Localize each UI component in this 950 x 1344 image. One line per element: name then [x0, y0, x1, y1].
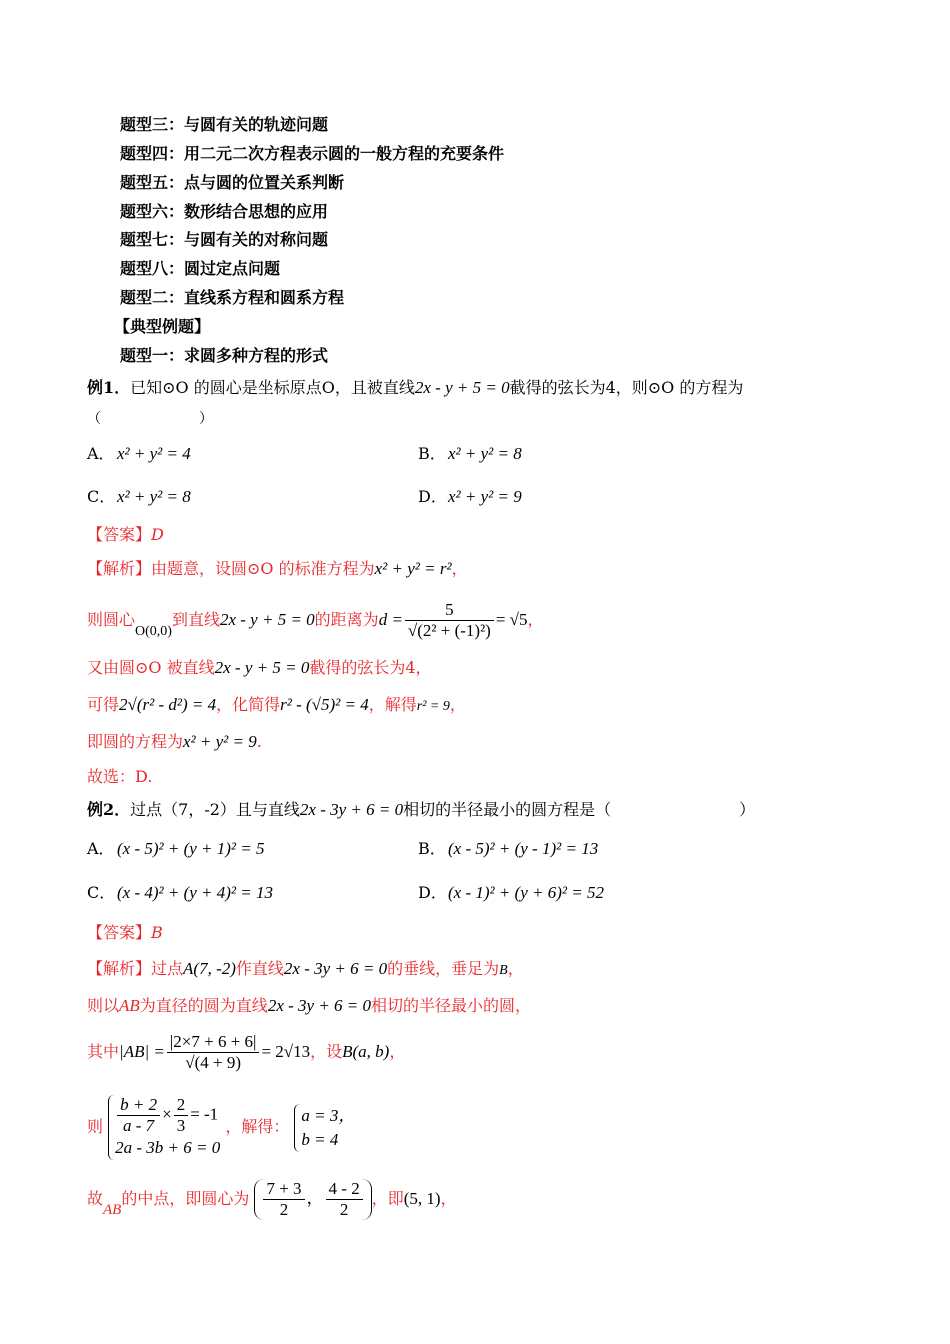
ex2-solution-system: a = 3， b = 4 — [294, 1104, 355, 1152]
ex1-option-c: C． x² + y² = 8 — [87, 487, 191, 506]
ex2-option-b: B． (x - 5)² + (y - 1)² = 13 — [418, 839, 599, 858]
ex2-option-a: A． (x - 5)² + (y + 1)² = 5 — [87, 839, 265, 858]
ex2-stem: 例2．过点（7，-2）且与直线2x - 3y + 6 = 0相切的半径最小的圆方程是（ ） — [87, 800, 756, 819]
toc-item-7: 题型八：圆过定点问题 — [120, 259, 281, 278]
ex2-option-d: D．(x - 1)² + (y + 6)² = 52 — [418, 883, 605, 902]
ex2-answer: 【答案】B — [87, 923, 163, 942]
ex1-choose: 故选：D. — [87, 767, 153, 786]
ex1-analysis-4: 可得2√(r² - d²) = 4，化简得r² - (√5)² = 4，解得r² = 9， — [87, 695, 466, 714]
section-title: 【典型例题】 — [114, 317, 211, 336]
ex1-stem-a: 已知⊙O 的圆心是坐标原点O，且被直线 — [130, 378, 415, 397]
toc-item-3: 题型四：用二元二次方程表示圆的一般方程的充要条件 — [120, 144, 505, 163]
ex2-analysis-1: 【解析】过点A(7, -2)作直线2x - 3y + 6 = 0的垂线，垂足为B， — [87, 959, 524, 978]
type-one-title: 题型一：求圆多种方程的形式 — [120, 346, 329, 365]
ex1-analysis-1: 【解析】由题意，设圆⊙O 的标准方程为x² + y² = r²， — [87, 559, 468, 578]
toc-item-8: 题型二：直线系方程和圆系方程 — [120, 288, 345, 307]
ex1-paren: （ ） — [87, 411, 213, 427]
ex1-option-b: B． x² + y² = 8 — [418, 444, 522, 463]
ex2-analysis-5: 故AB的中点，即圆心为 $\frac{7 + 3}{2}$ ， $\frac{4 - 2}{2}$ ，即(5, 1)， — [87, 1179, 457, 1219]
ex1-stem — [87, 377, 743, 399]
ex1-analysis-5: 即圆的方程为x² + y² = 9. — [87, 732, 262, 751]
toc-item-4: 题型五：点与圆的位置关系判断 — [120, 173, 345, 192]
ex1-option-a: A． x² + y² = 4 — [87, 444, 191, 463]
ex2-analysis-2: 则以AB为直径的圆为直线2x - 3y + 6 = 0相切的半径最小的圆， — [87, 996, 532, 1015]
toc-item-5: 题型六：数形结合思想的应用 — [120, 202, 329, 221]
ex1-analysis-2: 则圆心O(0,0)到直线2x - y + 5 = 0的距离为d = $\frac{5}{\text{√(2² + (-1)²)}}$ = √5， — [87, 600, 544, 640]
ex1-answer: 【答案】D — [87, 525, 164, 544]
ex2-label: 例2． — [87, 800, 131, 819]
ex2-option-c: C． (x - 4)² + (y + 4)² = 13 — [87, 883, 274, 902]
ex2-equation-system: $\frac{b + 2}{a - 7}$ × $\frac{2}{3}$ = -1 2a - 3b + 6 = 0 — [108, 1095, 220, 1160]
toc-item-6: 题型七：与圆有关的对称问题 — [120, 230, 329, 249]
ex1-distance-fraction: $\frac{5}{\text{√(2² + (-1)²)}}$ — [405, 600, 494, 641]
toc-item-2: 题型三：与圆有关的轨迹问题 — [120, 115, 329, 134]
ex1-option-d: D．x² + y² = 9 — [418, 487, 522, 506]
ex2-analysis-3: 其中|AB| = $\frac{|2\times 7 + 6 + 6|}{√(4 + 9)}$ = 2√13，设B(a, b)， — [87, 1032, 406, 1072]
ex2-ab-fraction: $\frac{|2\times 7 + 6 + 6|}{√(4 + 9)}$ — [167, 1032, 260, 1073]
ex1-stem-line: 2x - y + 5 = 0 — [414, 378, 510, 397]
ex1-analysis-3: 又由圆⊙O 被直线2x - y + 5 = 0截得的弦长为4， — [87, 658, 432, 677]
ex1-stem-b: 截得的弦长为4，则⊙O 的方程为 — [509, 378, 744, 397]
ex2-midpoint: $\frac{7 + 3}{2}$ ， $\frac{4 - 2}{2}$ — [254, 1179, 371, 1220]
ex1-label: 例1． — [87, 378, 131, 397]
ex2-analysis-4: 则 $\frac{b + 2}{a - 7}$ × $\frac{2}{3}$ = -1 2a - 3b + 6 = 0 ，解得： a = 3， b = 4 — [87, 1092, 355, 1162]
